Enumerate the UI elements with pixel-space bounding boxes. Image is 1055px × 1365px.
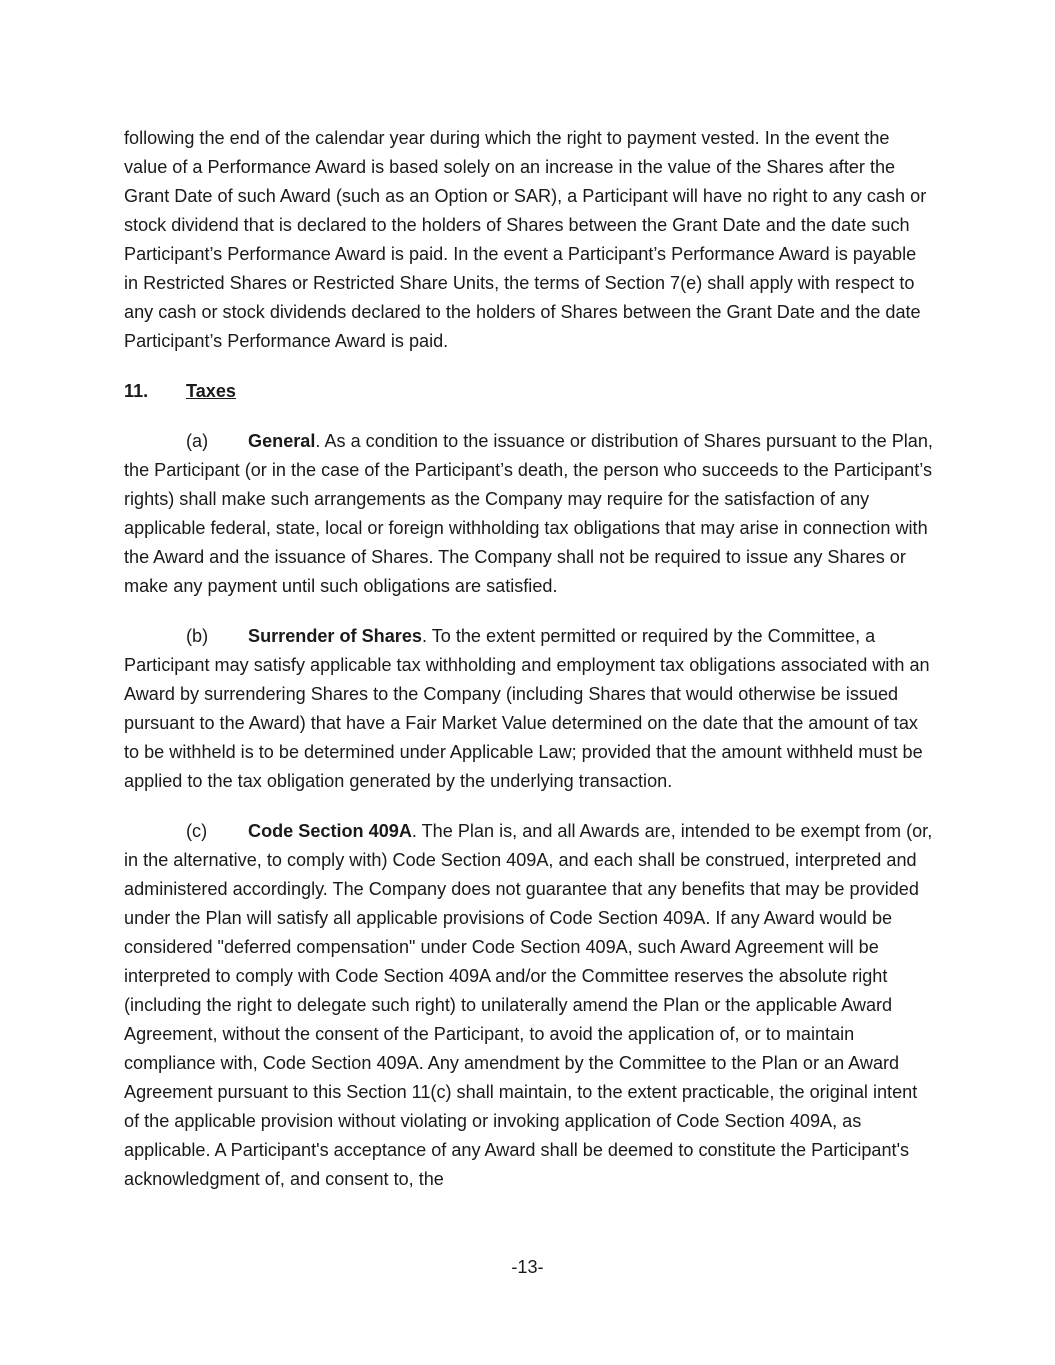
section-title: Taxes [186, 381, 236, 401]
subsection-c [124, 817, 934, 1194]
page-number: -13- [511, 1257, 544, 1277]
subsection-b-text: . To the extent permitted or required by the Committee, a Participant may satisfy applicable tax withholding and employment tax obligations associated with an Award by surrendering Shares to the Company (including Shares that would otherwise be issued pursuant to the Award) that have a Fair Market Value determined on the date that the amount of tax to be withheld is to be determined under Applicable Law; provided that the amount withheld must be applied to the tax obligation generated by the underlying transaction. [124, 626, 930, 791]
subsection-b-title: Surrender of Shares [248, 626, 422, 646]
subsection-b [124, 622, 934, 796]
subsection-a-title: General [248, 431, 316, 451]
subsection-c-text: . The Plan is, and all Awards are, intended to be exempt from (or, in the alternative, to comply with) Code Section 409A, and each shall be construed, interpreted and administered accordingly. The Company does not guarantee that any benefits that may be provided under the Plan will satisfy all applicable provisions of Code Section 409A. If any Award would be considered "deferred compensation" under Code Section 409A, such Award Agreement will be interpreted to comply with Code Section 409A and/or the Committee reserves the absolute right (including the right to delegate such right) to unilaterally amend the Plan or the applicable Award Agreement, without the consent of the Participant, to avoid the application of, or to maintain compliance with, Code Section 409A. Any amendment by the Committee to the Plan or an Award Agreement pursuant to this Section 11(c) shall maintain, to the extent practicable, the original intent of the applicable provision without violating or invoking application of Code Section 409A, as applicable. A Participant's acceptance of any Award shall be deemed to constitute the Participant's acknowledgment of, and consent to, the [124, 821, 933, 1189]
subsection-c-label: (c) [186, 821, 208, 841]
section-number: 11. [124, 381, 149, 401]
subsection-a-text: . As a condition to the issuance or distribution of Shares pursuant to the Plan, the Participant (or in the case of the Participant’s death, the person who succeeds to the Participant’s rights) shall make such arrangements as the Company may require for the satisfaction of any applicable federal, state, local or foreign withholding tax obligations that may arise in connection with the Award and the issuance of Shares. The Company shall not be required to issue any Shares or make any payment until such obligations are satisfied. [124, 431, 933, 596]
section-heading [124, 377, 934, 406]
document-page [124, 124, 934, 1194]
continuation-paragraph: following the end of the calendar year during which the right to payment vested. In the event the value of a Performance Award is based solely on an increase in the value of the Shares after the Grant Date of such Award (such as an Option or SAR), a Participant will have no right to any cash or stock dividend that is declared to the holders of Shares between the Grant Date and the date such Participant’s Performance Award is paid. In the event a Participant’s Performance Award is payable in Restricted Shares or Restricted Share Units, the terms of Section 7(e) shall apply with respect to any cash or stock dividends declared to the holders of Shares between the Grant Date and the date Participant’s Performance Award is paid. [124, 128, 927, 351]
subsection-b-label: (b) [186, 626, 209, 646]
subsection-a-label: (a) [186, 431, 209, 451]
subsection-c-title: Code Section 409A [248, 821, 412, 841]
subsection-a [124, 427, 934, 601]
